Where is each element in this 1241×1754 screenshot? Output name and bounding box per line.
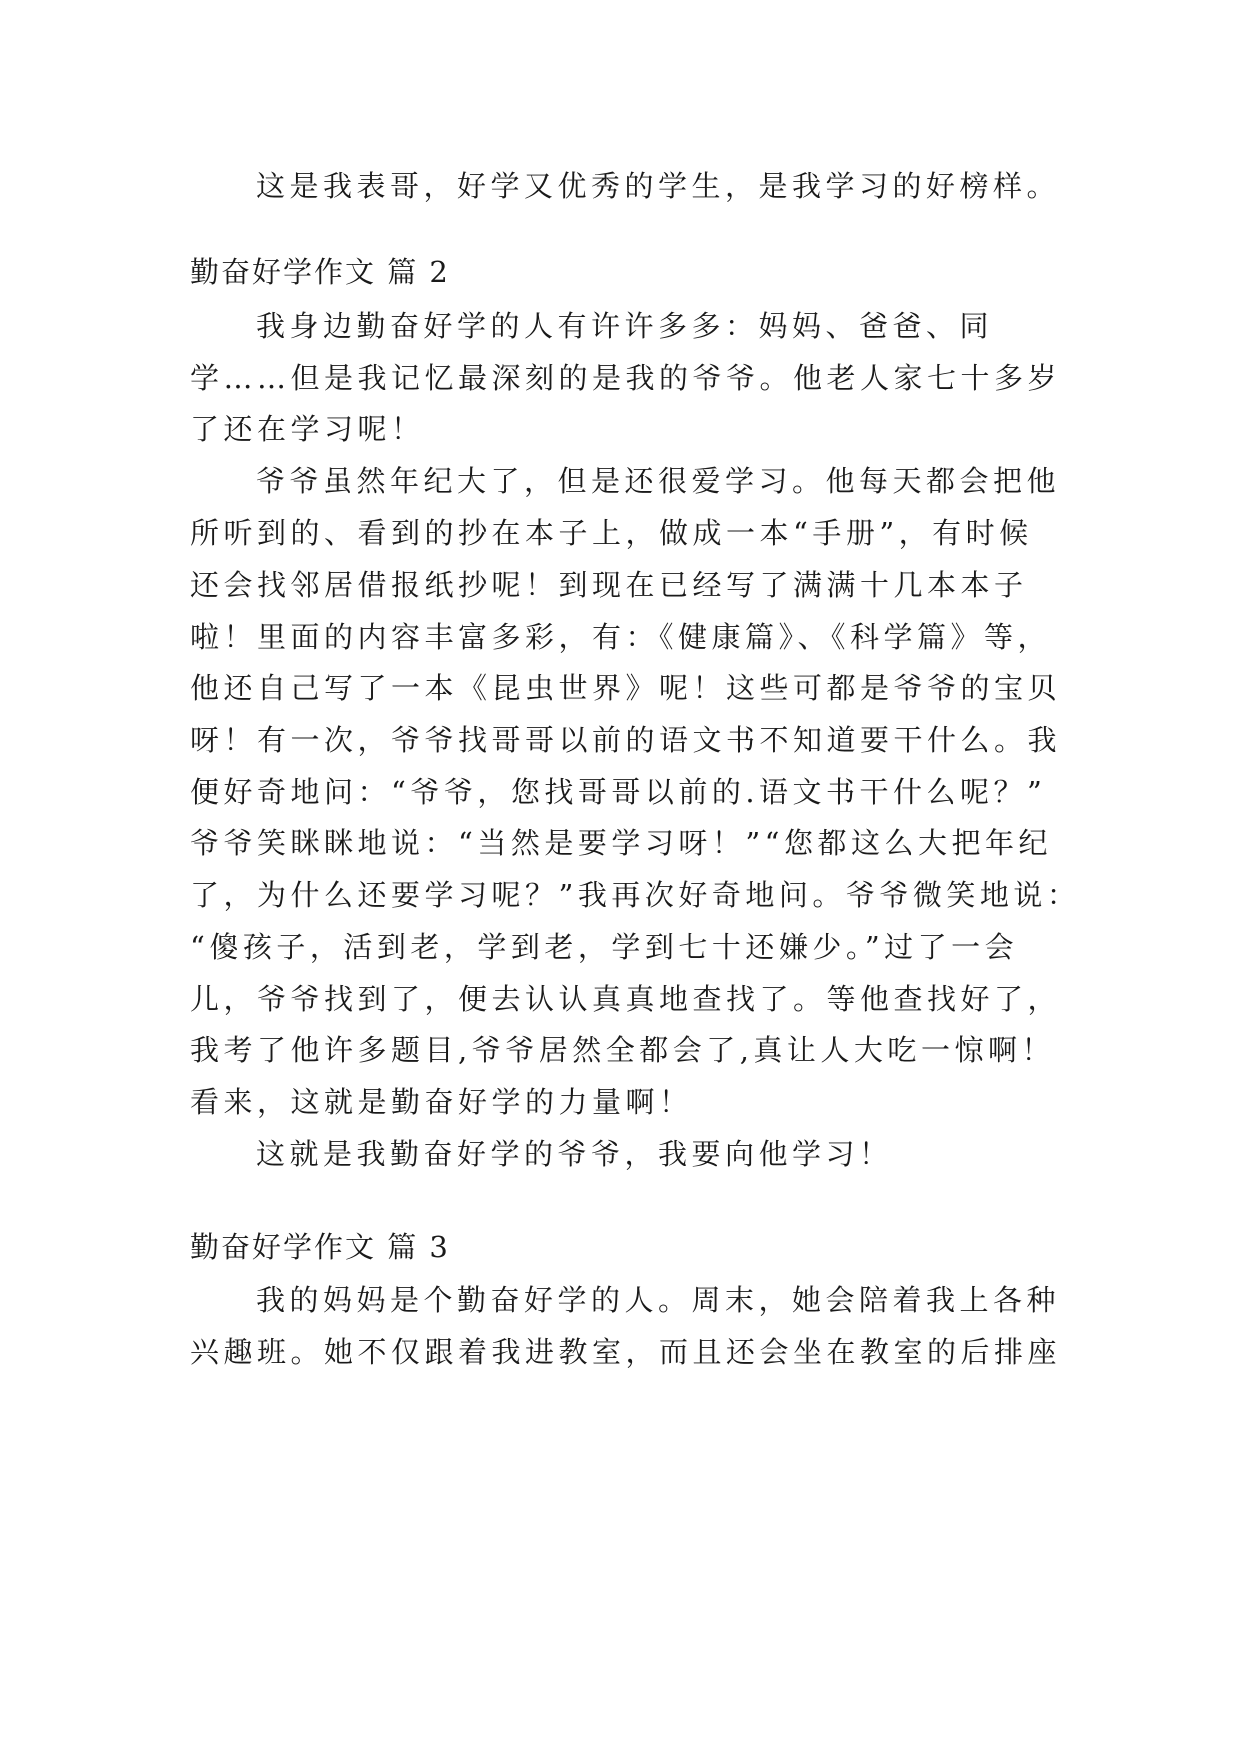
section-2-line: 啦！里面的内容丰富多彩，有：《健康篇》、《科学篇》等， — [190, 620, 1052, 654]
section-2-line: 还会找邻居借报纸抄呢！到现在已经写了满满十几本本子 — [190, 568, 1028, 602]
section-2-line: 爷爷笑眯眯地说：“当然是要学习呀！”“您都这么大把年纪 — [190, 826, 1052, 860]
section-2-line: 便好奇地问：“爷爷，您找哥哥以前的.语文书干什么呢？” — [190, 775, 1047, 809]
section-2-line: 我考了他许多题目,爷爷居然全都会了,真让人大吃一惊啊！ — [190, 1033, 1055, 1067]
intro-paragraph: 这是我表哥，好学又优秀的学生，是我学习的好榜样。 — [256, 169, 1061, 203]
section-2-line: 了，为什么还要学习呢？”我再次好奇地问。爷爷微笑地说： — [190, 878, 1081, 912]
section-2-line: 他还自己写了一本《昆虫世界》呢！这些可都是爷爷的宝贝 — [190, 671, 1062, 705]
section-2-heading: 勤奋好学作文 篇 2 — [190, 255, 450, 289]
section-2-line: 这就是我勤奋好学的爷爷，我要向他学习！ — [256, 1137, 893, 1171]
section-2-line: 呀！有一次，爷爷找哥哥以前的语文书不知道要干什么。我 — [190, 723, 1062, 757]
section-2-line: 我身边勤奋好学的人有许许多多：妈妈、爸爸、同 — [256, 309, 994, 343]
section-3-line: 我的妈妈是个勤奋好学的人。周末，她会陪着我上各种 — [256, 1283, 1061, 1317]
section-3-line: 兴趣班。她不仅跟着我进教室，而且还会坐在教室的后排座 — [190, 1335, 1062, 1369]
section-2-line: 了还在学习呢！ — [190, 412, 425, 446]
section-2-line: 儿，爷爷找到了，便去认认真真地查找了。等他查找好了， — [190, 982, 1062, 1016]
section-2-line: 看来，这就是勤奋好学的力量啊！ — [190, 1085, 693, 1119]
section-2-line: “傻孩子，活到老，学到老，学到七十还嫌少。”过了一会 — [190, 930, 1019, 964]
section-3-heading: 勤奋好学作文 篇 3 — [190, 1230, 450, 1264]
section-2-line: 所听到的、看到的抄在本子上，做成一本“手册”，有时候 — [190, 516, 1033, 550]
section-2-line: 爷爷虽然年纪大了，但是还很爱学习。他每天都会把他 — [256, 464, 1061, 498]
section-2-line: 学……但是我记忆最深刻的是我的爷爷。他老人家七十多岁 — [190, 361, 1062, 395]
